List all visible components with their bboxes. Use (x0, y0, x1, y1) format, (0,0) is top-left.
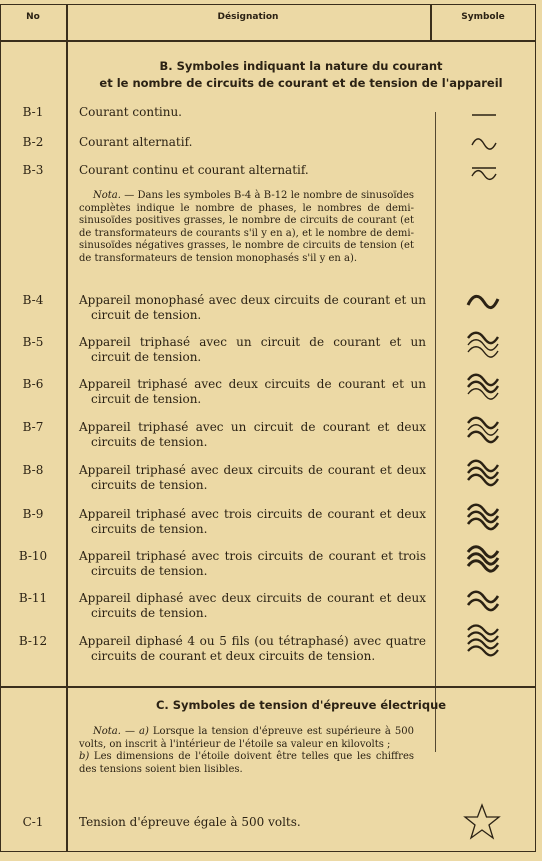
desc-separator (435, 112, 436, 752)
section-b-title (66, 58, 536, 92)
row-code: B-8 (22, 463, 44, 477)
row-description: Appareil triphasé avec deux circuits de courant et un circuit de tension. (79, 377, 426, 406)
row-code: B-9 (22, 507, 44, 521)
note-c-b-text: Les dimensions de l'étoile doivent être telles que les chiffres des tensions soient bien lisibles. (79, 751, 414, 775)
three-phase-wave-icon (452, 500, 512, 534)
row-code: B-3 (22, 163, 44, 177)
row-description: Appareil diphasé 4 ou 5 fils (ou tétraphasé) avec quatre circuits de courant et deux circuits de tension. (79, 634, 426, 663)
row-description: Appareil diphasé avec deux circuits de courant et deux circuits de tension. (79, 591, 426, 620)
three-phase-wave-icon (452, 542, 512, 576)
note-c: Nota. — a) Lorsque la tension d'épreuve est supérieure à 500 volts, on inscrit à l'intérieur de l'étoile sa valeur en kilovolts ; b) Les dimensions de l'étoile doivent être telles que les chiffres des tensions soient bien lisibles. (79, 726, 414, 775)
row-description: Tension d'épreuve égale à 500 volts. (79, 815, 301, 829)
row-code: B-1 (22, 105, 44, 119)
three-phase-wave-icon (452, 413, 512, 447)
note-c-a-text: Lorsque la tension d'épreuve est supérieure à 500 volts, on inscrit à l'intérieur de l'étoile sa valeur en kilovolts ; (79, 726, 414, 750)
row-description: Appareil triphasé avec trois circuits de courant et trois circuits de tension. (79, 549, 426, 578)
direct-and-alternating-current-icon (452, 155, 512, 189)
note-b-label: Nota. (93, 190, 121, 201)
note-c-label: Nota. (93, 726, 121, 737)
single-phase-wave-icon (452, 285, 512, 319)
star-icon (452, 805, 512, 839)
section-c-title: C. Symboles de tension d'épreuve électrique (155, 698, 447, 712)
row-code: B-5 (22, 335, 44, 349)
row-description: Appareil monophasé avec deux circuits de courant et un circuit de tension. (79, 293, 426, 322)
row-code: B-2 (22, 135, 44, 149)
header-no: No (26, 12, 40, 22)
three-phase-wave-icon (452, 328, 512, 362)
row-description: Appareil triphasé avec trois circuits de courant et deux circuits de tension. (79, 507, 426, 536)
row-code: B-12 (18, 634, 48, 648)
header-divider (0, 40, 536, 42)
row-description: Appareil triphasé avec un circuit de courant et deux circuits de tension. (79, 420, 426, 449)
row-code: C-1 (22, 815, 44, 829)
row-description: Courant continu et courant alternatif. (79, 163, 309, 177)
four-wire-wave-icon (452, 624, 512, 658)
section-b-title-line1: B. Symboles indiquant la nature du courant (159, 59, 443, 73)
row-code: B-11 (18, 591, 48, 605)
column-divider-right (430, 4, 432, 42)
section-b-title-line2: et le nombre de circuits de courant et de tension de l'appareil (99, 76, 503, 90)
three-phase-wave-icon (452, 370, 512, 404)
note-c-a-label: a) (139, 726, 149, 737)
row-description: Appareil triphasé avec deux circuits de courant et deux circuits de tension. (79, 463, 426, 492)
note-c-b-label: b) (79, 751, 90, 762)
row-code: B-7 (22, 420, 44, 434)
row-code: B-10 (18, 549, 48, 563)
header-designation: Désignation (217, 12, 279, 22)
row-description: Appareil triphasé avec un circuit de courant et un circuit de tension. (79, 335, 426, 364)
two-phase-wave-icon (452, 584, 512, 618)
row-description: Courant continu. (79, 105, 182, 119)
section-c-divider (0, 686, 536, 688)
row-description: Courant alternatif. (79, 135, 193, 149)
row-code: B-4 (22, 293, 44, 307)
row-code: B-6 (22, 377, 44, 391)
column-divider-left (66, 4, 68, 852)
three-phase-wave-icon (452, 456, 512, 490)
note-b-text: — Dans les symboles B-4 à B-12 le nombre de sinusoïdes complètes indique le nombre de phases, le nombres de demi-sinusoïdes positives grasses, le nombre de circuits de courant (et de transformateurs de courants s'il y en a), et le nombre de demi-sinusoïdes négatives grasses, le nombre de circuits de tension (et de transformateurs de tension monophasés s'il y en a). (79, 190, 414, 264)
note-b (79, 190, 414, 265)
header-symbole: Symbole (461, 12, 505, 22)
